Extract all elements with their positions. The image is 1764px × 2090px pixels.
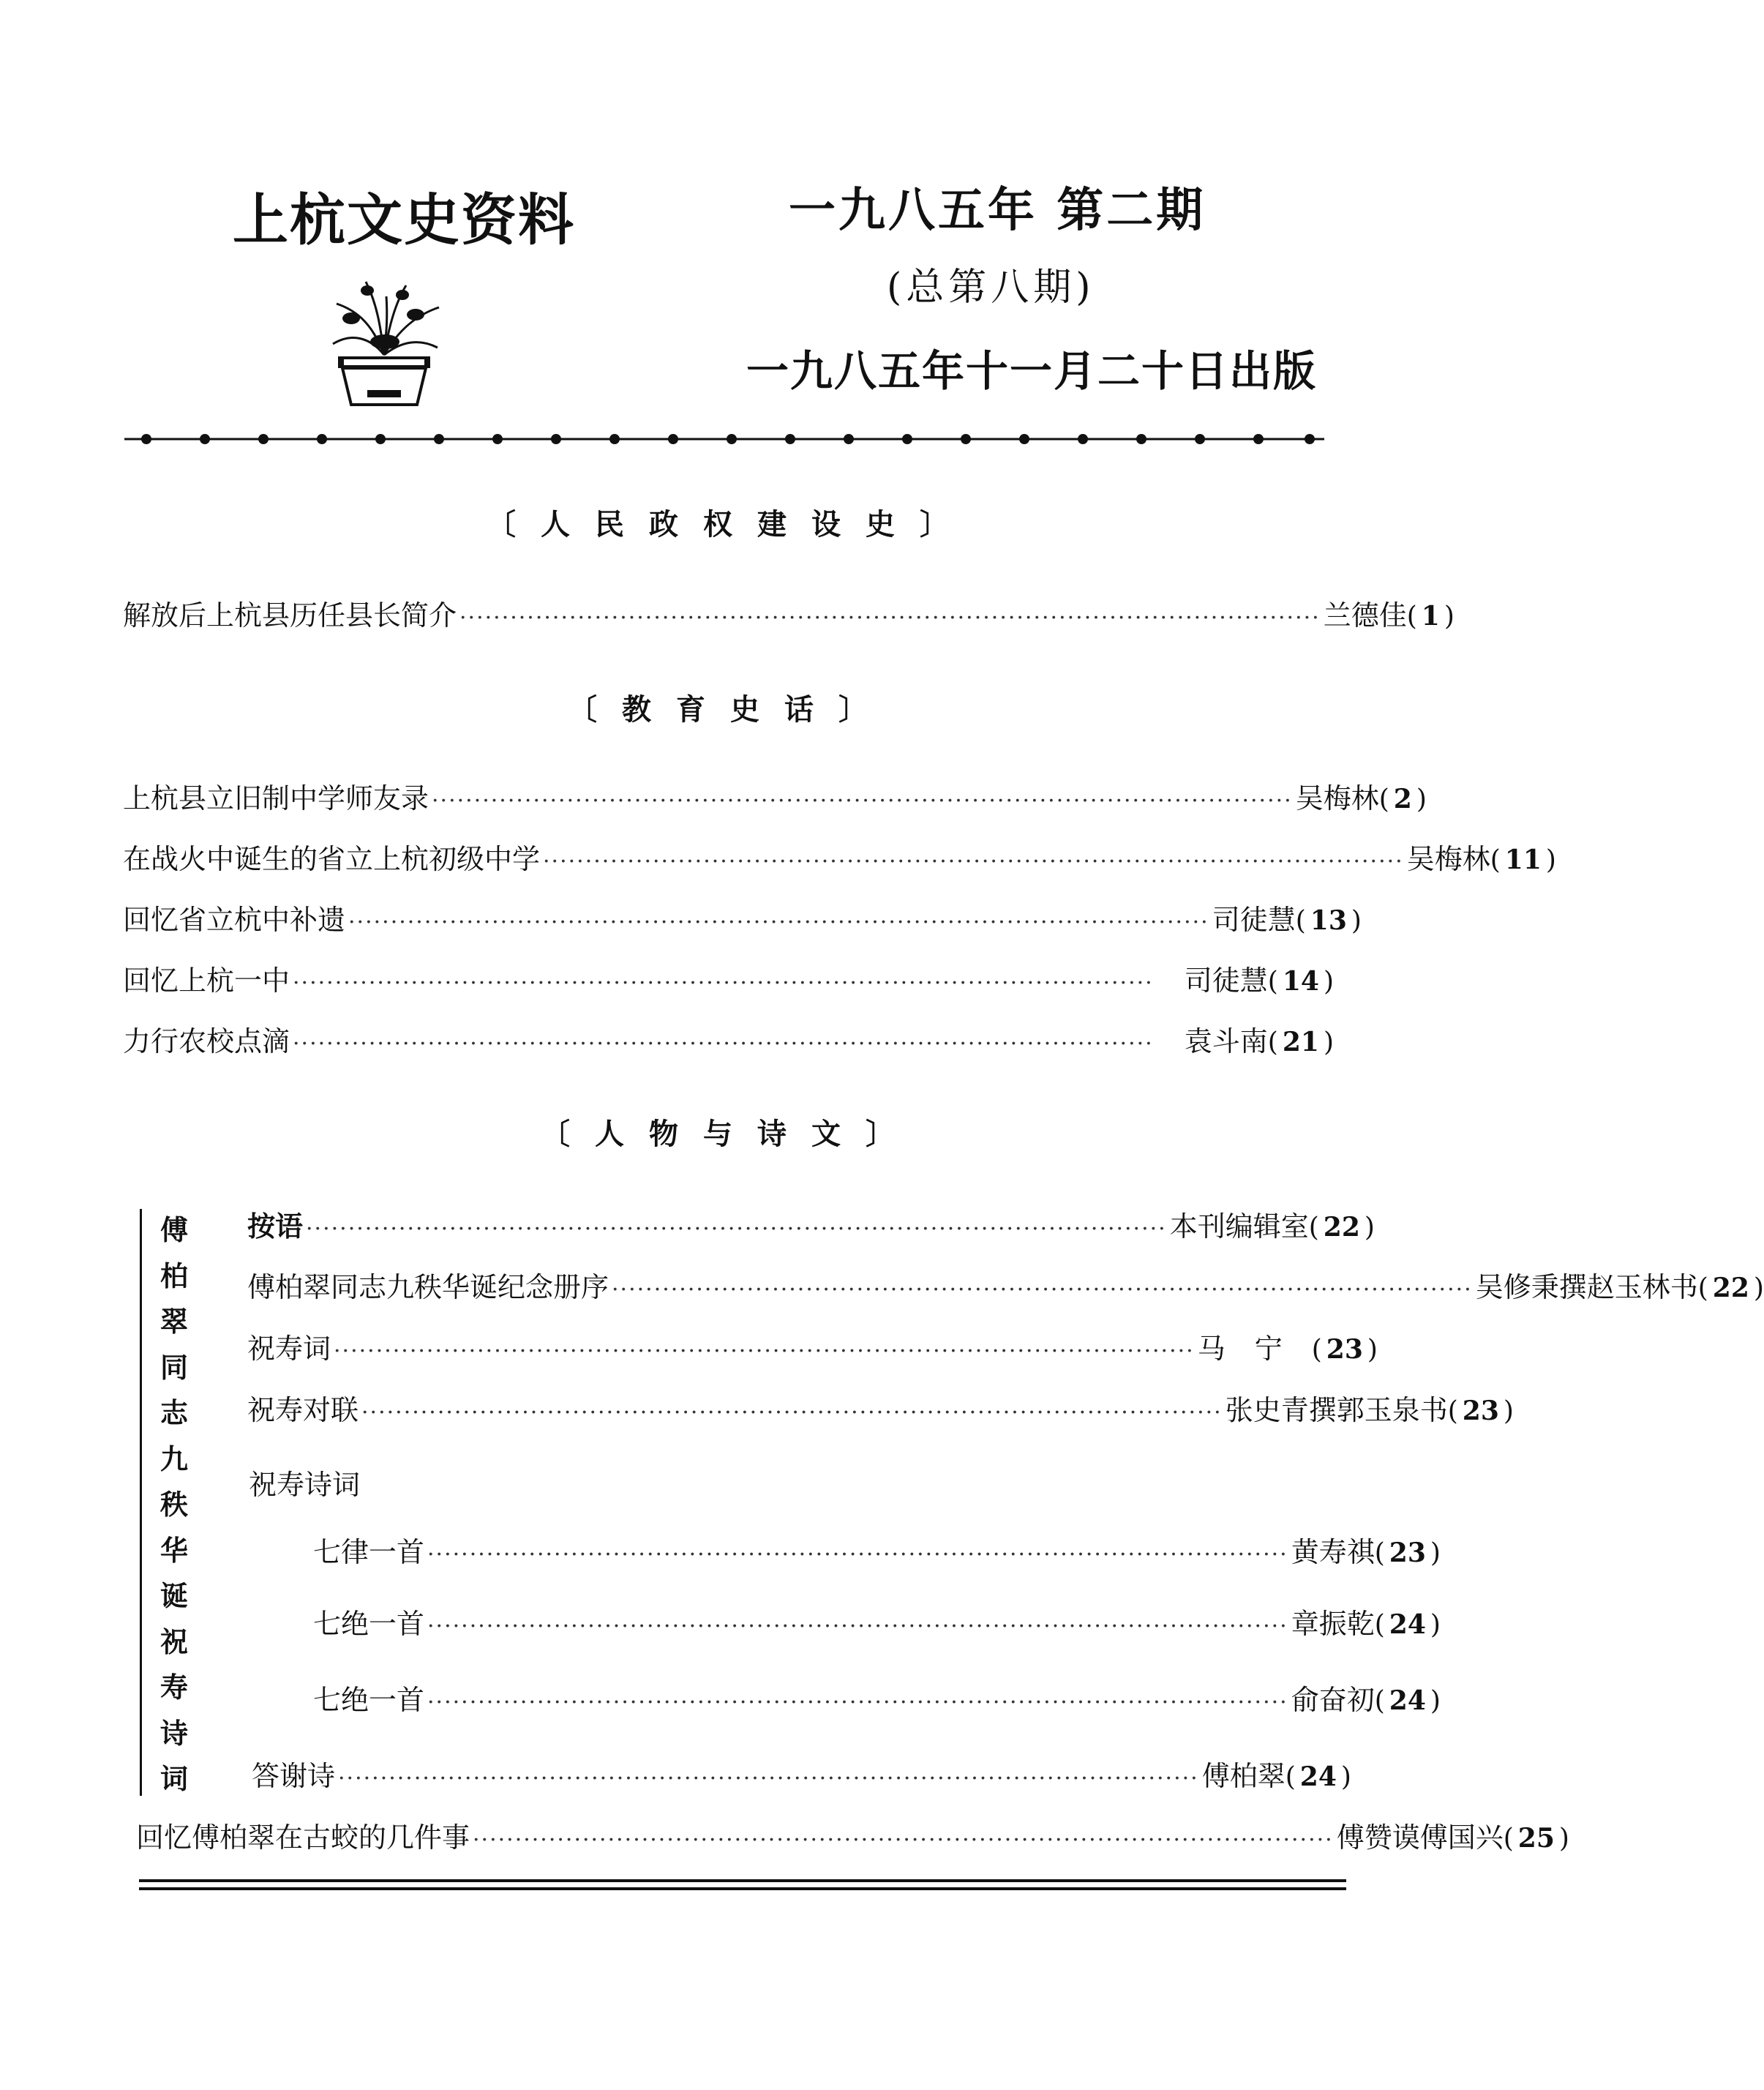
toc-entry [247, 1387, 1499, 1426]
dot-leader: ······································································································ [427, 1690, 1288, 1715]
entry-author: 兰德佳 [1323, 599, 1407, 632]
group-label-char: 同 [159, 1350, 188, 1384]
toc-entry [247, 1326, 1363, 1365]
entry-page: ( 22 ) [1698, 1273, 1764, 1303]
entry-page: ( 21 ) [1268, 1027, 1334, 1057]
issue-total: (总第八期) [887, 266, 1095, 310]
entry-title: 力行农校点滴 [123, 1025, 290, 1057]
dot-leader: ······································································································ [348, 910, 1209, 935]
entry-title: 七绝一首 [313, 1684, 425, 1716]
toc-entry [123, 958, 1334, 996]
entry-page: ( 24 ) [1286, 1761, 1351, 1792]
entry-page: ( 11 ) [1490, 844, 1556, 875]
group-label-char: 翠 [159, 1305, 188, 1338]
toc-entry [313, 1601, 1426, 1640]
group-label-vertical [155, 1207, 193, 1802]
group-label-char: 诗 [159, 1716, 188, 1750]
entry-author: 傅柏翠 [1201, 1760, 1286, 1792]
entry-calligrapher: 郭玉泉书 [1336, 1394, 1448, 1426]
toc-entry [136, 1815, 1555, 1854]
entry-author: 章振乾 [1291, 1608, 1375, 1640]
toc-entry [123, 593, 1440, 632]
dot-leader: ······································································································ [473, 1827, 1334, 1853]
dot-leader: ······································································································ [334, 1338, 1195, 1364]
section-heading-political: 〔人民政权建设史〕 [487, 507, 974, 542]
dot-leader: ······································································································ [293, 970, 1154, 996]
group-label-char: 祝 [159, 1625, 188, 1658]
toc-entry [252, 1753, 1337, 1792]
entry-page: ( 23 ) [1448, 1396, 1514, 1426]
entry-author: 吴梅林 [1406, 843, 1490, 875]
journal-title: 上杭文史资料 [233, 187, 575, 252]
top-divider [124, 430, 1324, 448]
poems-heading: 祝寿诗词 [249, 1469, 361, 1501]
dot-leader: ······································································································ [293, 1031, 1154, 1057]
toc-entry [123, 836, 1542, 875]
entry-title: 解放后上杭县历任县长简介 [123, 599, 457, 632]
group-label-char: 寿 [159, 1671, 188, 1704]
toc-entry [313, 1529, 1426, 1568]
group-label-char: 志 [159, 1396, 188, 1429]
dot-leader: ······································································································ [459, 605, 1321, 631]
group-label-char: 词 [159, 1762, 188, 1795]
entry-author: 袁斗南 [1184, 1025, 1268, 1057]
entry-page: ( 13 ) [1296, 905, 1362, 936]
toc-entry [313, 1677, 1426, 1716]
entry-page: ( 22 ) [1309, 1212, 1375, 1243]
entry-author: 黄寿祺 [1291, 1536, 1375, 1568]
group-rule [140, 1209, 142, 1796]
dot-leader: ······································································································ [306, 1216, 1167, 1242]
entry-page: ( 23 ) [1375, 1537, 1441, 1568]
entry-author: 司徒慧 [1184, 965, 1268, 997]
entry-author: 本刊编辑室 [1169, 1210, 1309, 1243]
bottom-double-rule [139, 1877, 1346, 1893]
dot-leader: ······································································································ [361, 1400, 1223, 1426]
dot-leader: ······································································································ [432, 788, 1293, 814]
entry-author: 马宁 [1197, 1333, 1312, 1365]
entry-title: 按语 [247, 1210, 304, 1243]
entry-author-second: 傅国兴 [1419, 1821, 1504, 1854]
entry-title: 祝寿词 [247, 1333, 331, 1365]
publication-date: 一九八五年十一月二十日出版 [746, 346, 1318, 396]
entry-page: ( 1 ) [1407, 601, 1455, 632]
group-label-char: 九 [159, 1442, 188, 1475]
toc-entry [247, 1204, 1360, 1243]
section-heading-education: 〔教育史话〕 [568, 692, 893, 727]
entry-title: 上杭县立旧制中学师友录 [123, 782, 429, 814]
entry-page: ( 25 ) [1504, 1823, 1569, 1854]
section-heading-figures: 〔人物与诗文〕 [541, 1117, 920, 1151]
group-label-char: 秩 [159, 1488, 188, 1521]
entry-author: 张史青撰 [1225, 1394, 1337, 1426]
entry-title: 祝寿对联 [247, 1394, 359, 1426]
entry-page: ( 14 ) [1268, 966, 1334, 997]
entry-author: 傅赞谟 [1336, 1821, 1420, 1854]
entry-author: 吴梅林 [1295, 782, 1379, 814]
dot-leader: ······································································································ [338, 1766, 1199, 1791]
group-label-char: 华 [159, 1533, 188, 1567]
entry-title: 七律一首 [313, 1536, 425, 1568]
entry-title: 傅柏翠同志九秩华诞纪念册序 [247, 1271, 609, 1303]
entry-title: 回忆上杭一中 [123, 965, 290, 997]
dot-leader: ······································································································ [612, 1277, 1473, 1303]
group-label-char: 傅 [159, 1213, 188, 1246]
entry-author: 吴修秉撰 [1475, 1271, 1587, 1303]
toc-entry [123, 1019, 1334, 1057]
entry-author: 俞奋初 [1291, 1684, 1375, 1716]
entry-title: 七绝一首 [313, 1608, 425, 1640]
entry-author: 司徒慧 [1212, 904, 1296, 936]
group-label-char: 柏 [159, 1259, 188, 1292]
entry-title: 回忆省立杭中补遗 [123, 904, 346, 936]
entry-title: 答谢诗 [252, 1760, 336, 1792]
entry-title: 在战火中诞生的省立上杭初级中学 [123, 843, 541, 875]
dot-leader: ······································································································ [543, 849, 1404, 874]
potted-plant-logo [322, 274, 446, 413]
entry-calligrapher: 赵玉林书 [1586, 1271, 1698, 1303]
entry-page: ( 2 ) [1379, 784, 1427, 814]
toc-entry [123, 776, 1412, 814]
entry-page: ( 24 ) [1375, 1685, 1441, 1716]
dot-leader: ······································································································ [427, 1542, 1288, 1568]
entry-page: ( 23 ) [1312, 1334, 1378, 1365]
entry-title: 回忆傅柏翠在古蛟的几件事 [136, 1821, 470, 1854]
toc-entry [123, 897, 1347, 936]
group-label-char: 诞 [159, 1579, 188, 1612]
dot-leader: ······································································································ [427, 1614, 1288, 1639]
entry-page: ( 24 ) [1375, 1609, 1441, 1640]
issue-label: 一九八五年 第二期 [789, 183, 1206, 238]
toc-entry [247, 1265, 1749, 1303]
